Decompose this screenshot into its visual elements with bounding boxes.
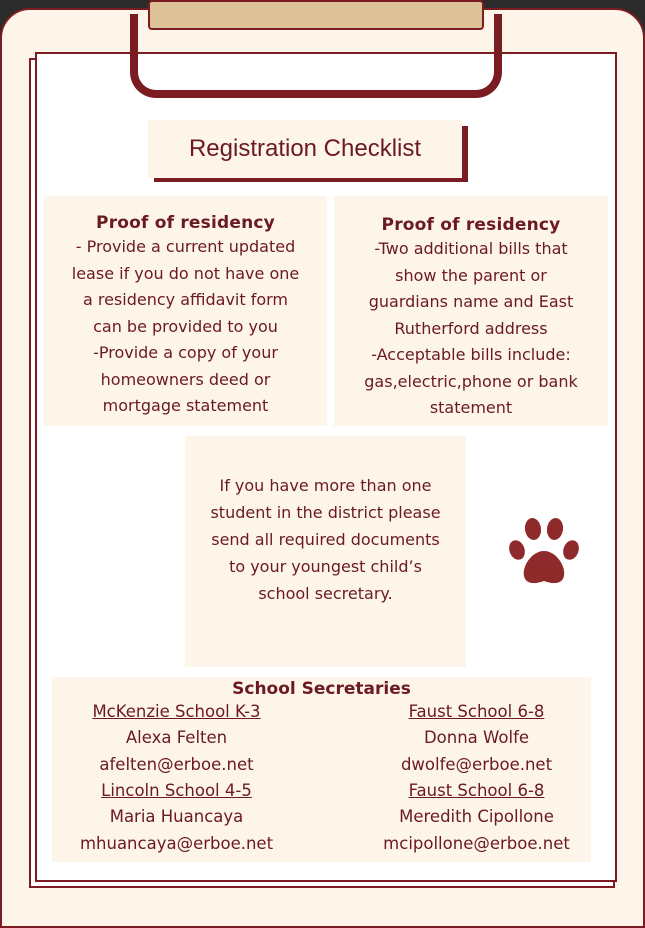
residency-text: - Provide a current updated lease if you do not have one a residency affidavit form can be provided to you -Provide a copy of your homeowners deed or mortgage statement bbox=[71, 237, 300, 415]
note-text: If you have more than one student in the district please send all required documents to your youngest child’s school secretary. bbox=[210, 476, 441, 603]
secretary-email[interactable]: mhuancaya@erboe.net bbox=[79, 834, 274, 853]
secretaries-right-column bbox=[364, 699, 589, 857]
secretary-email[interactable]: dwolfe@erboe.net bbox=[400, 755, 553, 774]
secretary-email[interactable]: mcipollone@erboe.net bbox=[383, 834, 570, 853]
secretary-name: Meredith Cipollone bbox=[399, 807, 554, 826]
secretary-name: Maria Huancaya bbox=[109, 807, 244, 826]
secretaries-heading: School Secretaries bbox=[232, 679, 411, 699]
school-name: Lincoln School 4-5 bbox=[101, 781, 252, 800]
multiple-students-note bbox=[185, 436, 466, 667]
school-name: McKenzie School K-3 bbox=[92, 702, 261, 721]
residency-heading: Proof of residency bbox=[381, 215, 561, 235]
paw-print-icon bbox=[508, 514, 580, 588]
residency-text: -Two additional bills that show the parent or guardians name and East Rutherford address -Acceptable bills include: gas,electric,phone or bank statement bbox=[364, 239, 578, 417]
secretary-name: Donna Wolfe bbox=[423, 728, 530, 747]
school-name: Faust School 6-8 bbox=[408, 702, 545, 721]
secretary-name: Alexa Felten bbox=[125, 728, 228, 747]
residency-box-bills bbox=[334, 196, 608, 426]
clipboard-clip-bar bbox=[148, 0, 484, 30]
page-title: Registration Checklist bbox=[148, 120, 462, 178]
school-secretaries bbox=[52, 677, 591, 862]
residency-heading: Proof of residency bbox=[96, 213, 275, 233]
secretary-email[interactable]: afelten@erboe.net bbox=[99, 755, 254, 774]
residency-box-lease bbox=[44, 196, 327, 426]
secretaries-left-column bbox=[54, 699, 299, 857]
school-name: Faust School 6-8 bbox=[408, 781, 545, 800]
